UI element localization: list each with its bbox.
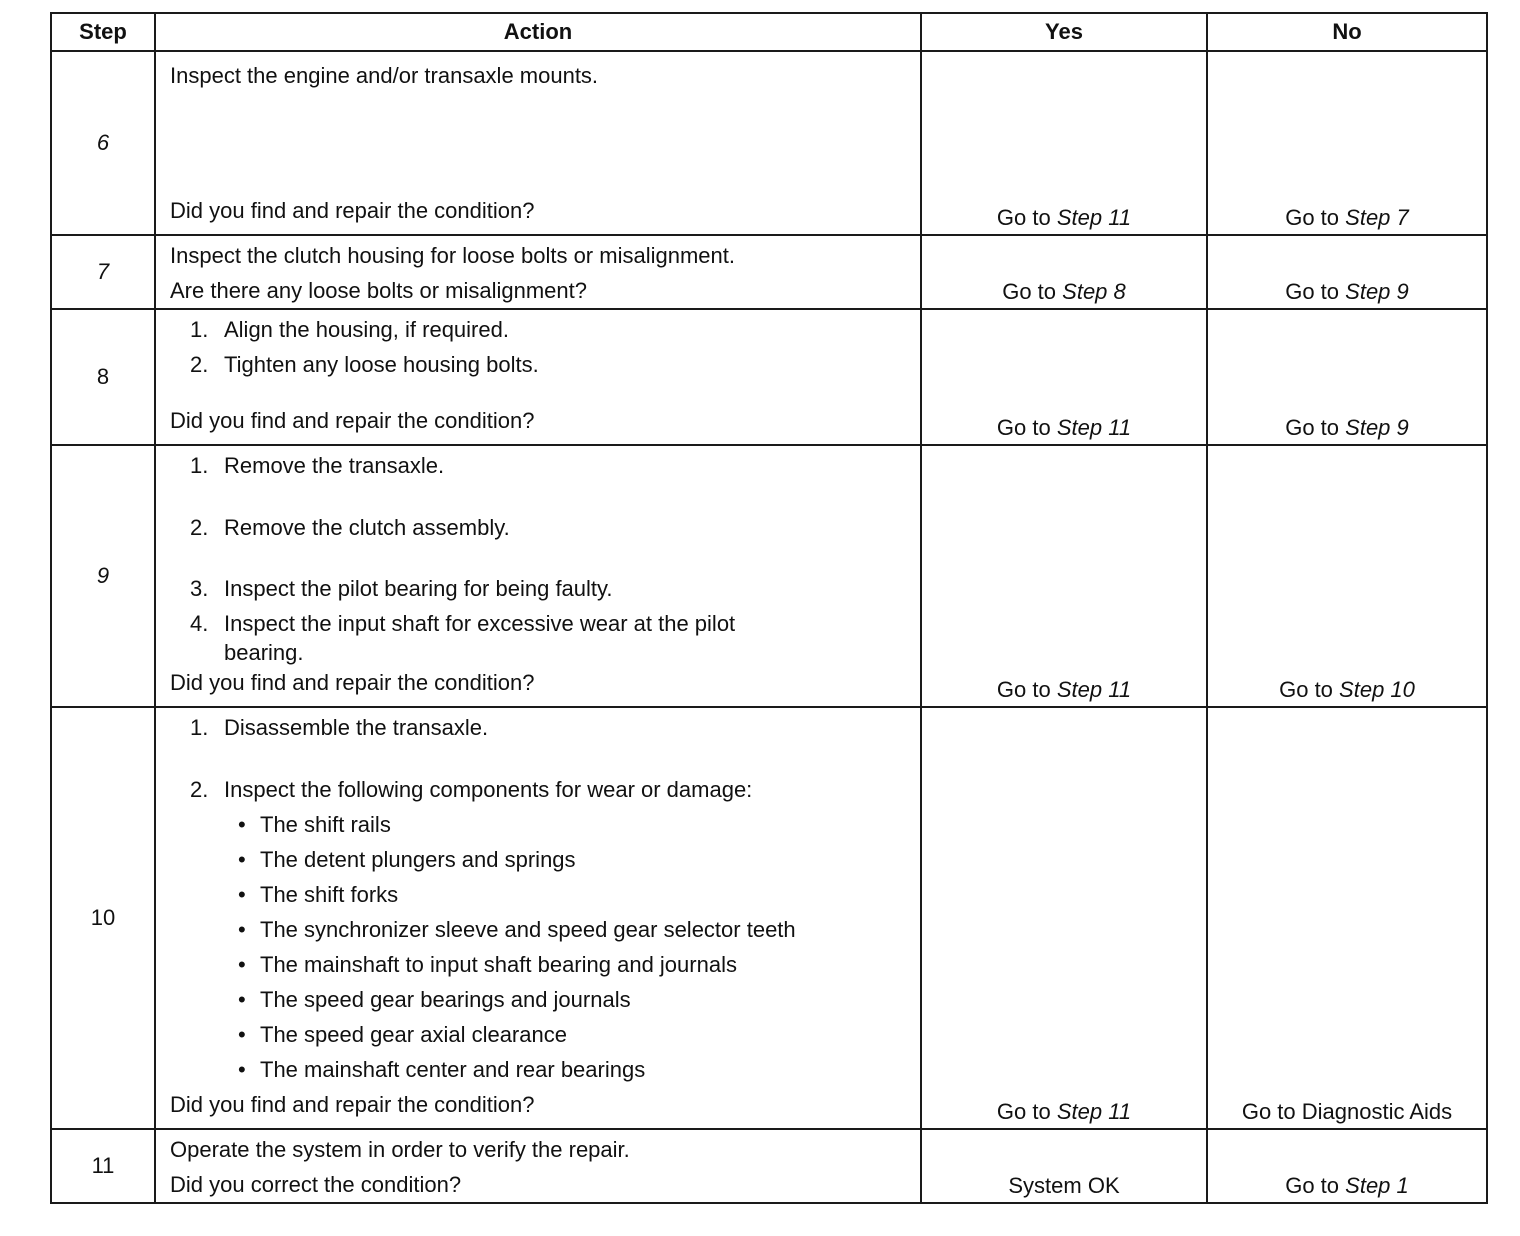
no-cell: Go to Step 7	[1207, 51, 1487, 235]
yes-cell: Go to Step 11	[921, 707, 1207, 1129]
step-ref: Step 10	[1339, 677, 1415, 702]
action-cell	[155, 445, 921, 707]
action-cell	[155, 707, 921, 1129]
list-item: 1. Remove the transaxle.	[190, 453, 445, 478]
bullet-icon: •	[238, 1057, 246, 1082]
bullet-icon: •	[238, 952, 246, 977]
question: Did you find and repair the condition?	[170, 198, 535, 223]
list-item: 1. Disassemble the transaxle.	[190, 715, 489, 740]
diagnostic-table	[50, 12, 1488, 1204]
yes-cell: System OK	[921, 1129, 1207, 1203]
bullet-item: • The shift rails	[170, 807, 910, 842]
yes-cell: Go to Step 11	[921, 51, 1207, 235]
no-cell: Go to Step 9	[1207, 309, 1487, 445]
bullet-item: • The detent plungers and springs	[170, 842, 910, 877]
question: Did you find and repair the condition?	[170, 670, 535, 695]
bullet-item: • The speed gear bearings and journals	[170, 982, 910, 1017]
bullet-icon: •	[238, 1022, 246, 1047]
table-row	[51, 445, 1487, 707]
table-row	[51, 235, 1487, 309]
no-cell: Go to Step 1	[1207, 1129, 1487, 1203]
list-item-continuation: bearing.	[224, 640, 304, 665]
step-number: 8	[51, 309, 155, 445]
bullet-item: • The mainshaft to input shaft bearing and journals	[170, 947, 910, 982]
question: Did you correct the condition?	[170, 1172, 462, 1197]
action-cell	[155, 309, 921, 445]
bullet-item: • The shift forks	[170, 877, 910, 912]
action-cell	[155, 235, 921, 309]
bullet-icon: •	[238, 812, 246, 837]
action-line: Inspect the engine and/or transaxle mounts.	[170, 63, 599, 88]
step-number: 10	[51, 707, 155, 1129]
action-cell	[155, 1129, 921, 1203]
bullet-icon: •	[238, 847, 246, 872]
header-step: Step	[51, 13, 155, 51]
no-cell: Go to Step 10	[1207, 445, 1487, 707]
step-number: 6	[51, 51, 155, 235]
yes-cell: Go to Step 8	[921, 235, 1207, 309]
list-item: 3. Inspect the pilot bearing for being faulty.	[190, 576, 613, 601]
question: Did you find and repair the condition?	[170, 408, 535, 433]
bullet-item: • The mainshaft center and rear bearings	[170, 1052, 910, 1087]
step-number: 9	[51, 445, 155, 707]
bullet-item: • The synchronizer sleeve and speed gear selector teeth	[170, 912, 910, 947]
step-ref: Step 1	[1345, 1173, 1409, 1198]
step-ref: Step 11	[1056, 1099, 1132, 1124]
step-ref: Step 11	[1056, 415, 1132, 440]
header-yes: Yes	[921, 13, 1207, 51]
header-no: No	[1207, 13, 1487, 51]
bullet-item: • The speed gear axial clearance	[170, 1017, 910, 1052]
action-line: Operate the system in order to verify the repair.	[170, 1137, 630, 1162]
list-item: 2. Tighten any loose housing bolts.	[190, 352, 539, 377]
step-number: 7	[51, 235, 155, 309]
bullet-icon: •	[238, 882, 246, 907]
table-row	[51, 51, 1487, 235]
step-ref: Step 11	[1056, 205, 1132, 230]
step-ref: Step 9	[1345, 415, 1409, 440]
question: Are there any loose bolts or misalignment?	[170, 278, 587, 303]
yes-cell: Go to Step 11	[921, 445, 1207, 707]
header-action: Action	[155, 13, 921, 51]
list-item: 2. Remove the clutch assembly.	[190, 514, 510, 540]
list-item: 2. Inspect the following components for wear or damage:	[190, 777, 753, 802]
yes-cell: Go to Step 11	[921, 309, 1207, 445]
header-row	[51, 13, 1487, 51]
step-number: 11	[51, 1129, 155, 1203]
table-row	[51, 309, 1487, 445]
action-cell	[155, 51, 921, 235]
step-ref: Step 7	[1345, 205, 1409, 230]
step-ref: Step 11	[1056, 677, 1132, 702]
question: Did you find and repair the condition?	[170, 1092, 535, 1117]
bullet-icon: •	[238, 987, 246, 1012]
list-item: 4. Inspect the input shaft for excessive wear at the pilot	[190, 611, 736, 636]
action-line: Inspect the clutch housing for loose bolts or misalignment.	[170, 243, 735, 268]
no-cell: Go to Diagnostic Aids	[1207, 707, 1487, 1129]
bullet-icon: •	[238, 917, 246, 942]
no-cell: Go to Step 9	[1207, 235, 1487, 309]
table-row	[51, 707, 1487, 1129]
step-ref: Step 8	[1062, 279, 1126, 304]
step-ref: Step 9	[1345, 279, 1409, 304]
table-row	[51, 1129, 1487, 1203]
list-item: 1. Align the housing, if required.	[190, 317, 509, 342]
